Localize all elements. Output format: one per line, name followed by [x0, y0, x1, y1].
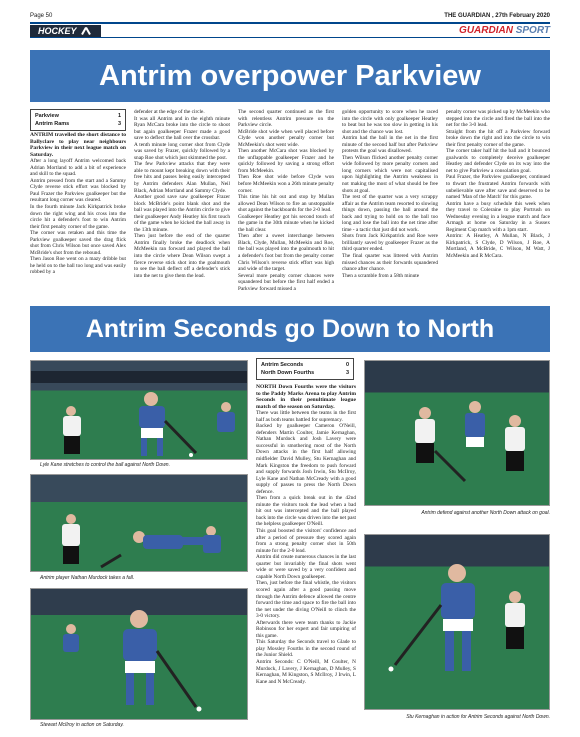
- guardian-sport-logo: GUARDIAN SPORT: [459, 25, 550, 36]
- hockey-players-illustration: [31, 589, 248, 720]
- section-label: HOCKEY: [30, 25, 101, 37]
- score-row: Antrim Rams 3: [35, 121, 121, 127]
- article1-column-4: golden opportunity to score when he raced into the circle with only goalkeeper Heatley to beat but he was too slow in getting in his shot and the chance was lost. Antrim had the ball in the net in the first minute of the second half but after Parkview protests the goal was disallowed. Then Wilson flicked another penalty corner wide followed by more penalty corners and long corners which were not capitalised upon highlighting the Antrim weakness in not making the most of what should be free shots at goal. The rest of the quarter was a very scrappy affair as the Antrim team resorted to slowing things down, passing the ball around the back and trying to hold on to the ball too long and lose the ball into the net time after time - a tactic that just did not work. Shots from Jack Kirkpatrick and Roe were brilliantly saved by goalkeeper Frazer as the third quarter ended. The final quarter was littered with Antrim missed chances as their forwards squandered chance after chance. Then a scramble from a 58th minute: [342, 109, 438, 279]
- caption-photo-1: Lyle Kane stretches to control the ball against North Down.: [40, 462, 170, 468]
- hockey-players-illustration: [31, 475, 248, 572]
- hockey-players-illustration: [31, 361, 248, 460]
- section-band: [30, 22, 550, 38]
- score-row: North Down Fourths 3: [261, 370, 349, 376]
- score-row: Antrim Seconds 0: [261, 362, 349, 368]
- photo-lyle-kane: [30, 360, 248, 460]
- article1-column-1: ANTRIM travelled the short distance to Ballyclare to play near neighbours Parkview in their next league match on Saturday. After a long layoff Antrim welcomed back Adrian Mortland to add a bit of experience and skill to the squad. Antrim pressed from the start and a Sammy Clyde reverse stick effort was blocked by Paul Frazer the Parkview goalkeeper but the resultant long corner was cleared. In the fourth minute Jack Kirkpatrick broke down the right wing and his cross into the circle hit a defender's foot to win Antrim their first penalty corner of the game. The corner was retaken and this time the Parkview goalkeeper saved the drag flick shot from Chris Wilson but once saved Alex McBride's shot from the rebound. Then Jason Roe went on a mazy dribble but he held on to the ball too long and was easily robbed by a: [30, 132, 126, 276]
- hockey-players-illustration: [365, 535, 550, 710]
- score-row: Parkview 1: [35, 113, 121, 119]
- hockey-players-illustration: [365, 361, 550, 506]
- caption-photo-5: Stu Kernaghan in action for Antrim Seconds against North Down.: [406, 714, 550, 720]
- article1-scorebox: [30, 109, 126, 131]
- caption-photo-2: Antrim player Nathan Murdock takes a fall.: [40, 575, 135, 581]
- photo-stu-kernaghan: [364, 534, 550, 710]
- photo-antrim-defend: [364, 360, 550, 506]
- photo-stewart-mcilroy: [30, 588, 248, 720]
- hockey-sticks-icon: [81, 27, 93, 35]
- caption-photo-3: Stewart McIlroy in action on Saturday.: [40, 722, 124, 728]
- photo-nathan-murdock: [30, 474, 248, 572]
- page-header: [30, 10, 550, 22]
- article2-headline: Antrim Seconds go Down to North: [30, 306, 550, 352]
- article1-column-5: penalty corner was picked up by McMeekin who stepped into the circle and fired the ball into the net for the 3-0 lead. Straight from the hit off a Parkview forward broke down the right and into the circle to win their first penalty corner of the game. The corner taker half hit the ball and it bounced goalwards to completely deceive goalkeeper Heatley and defender Clyde on its way into the net to give Parkview a consolation goal. Paul Frazer, the Parkview goalkeeper, continued to thwart the frustrated Antrim forwards with unbelievable save after save and deserved to be named 'Man of the Match' for this game. Antrim have a busy schedule this week when they travel to Coleraine to play Portrush on Wednesday evening in a league match and face Armagh at home on Saturday in a Sussex Regiment Cup match with a 1pm start. Antrim: A Heatley, A Mullan, N Black, J Kirkpatrick, S Clyde, D Wilson, J Roe, A Mortland, A McBride, C Wilson, M Watt, J McMeekin and R McCara.: [446, 109, 550, 260]
- publication-date: THE GUARDIAN , 27th February 2020: [444, 13, 550, 19]
- page-number: Page 50: [30, 13, 53, 19]
- article2-scorebox: [256, 358, 354, 380]
- caption-photo-4: Antrim defend against another North Down attack on goal.: [421, 510, 550, 516]
- article1-column-3: The second quarter continued as the first with relentless Antrim pressure on the Parkview circle. McBride shot wide when well placed before Clyde won another penalty corner but McMeekin's shot went wide. Then another McCara shot was blocked by the unflappable goalkeeper Frazer and he quickly followed by saving a strong effort from McMeekin. Then Roe shot wide before Clyde won before McMeekin won a 26th minute penalty corner. This time his hit out and stop by Mullan allowed Dean Wilson to fire an unstoppable shot against the backboards for the 2-0 lead. Goalkeeper Heatley got his second touch of the game in the 30th minute when he kicked the ball clear. Then after a sweet interchange between Black, Clyde, Mullan, McMeekin and Roe, the ball was played into the goalmouth to hit a defender's foot but from the penalty corner Chris Wilson's reverse stick effort was high and wide of the target. Several more penalty corner chances were squandered but before the first half ended a Parkview forward missed a: [238, 109, 334, 292]
- article2-column: NORTH Down Fourths were the visitors to the Paddy Marks Arena to play Antrim Seconds in their penultimate league match of the season on Saturday. There was little between the teams in the first half as both teams battled for supremacy. Backed by goalkeeper Cameron O'Neill, defenders Martin Coulter, Jamie Kernaghan, Nathan Murdock and Josh Lavery were successful in smothering most of the North Down attacks in the first half allowing midfielder David Mulley, Stu Kernaghan and Mark Kingston the freedom to push forward and supply forwards Josh Irwin, Stu McIlroy, Lyle Kane and Nathan McCready with a good supply of passes to press the North Down defence. Then from a quick break out in the 42nd minute the visitors took the lead when a bad hit out was intercepted and the ball played back into the circle was driven into the net past the helpless goalkeeper O'Neill. This goal boosted the visitors' confidence and after a period of pressure they scored again from a strong penalty corner shot in 50th minute for the 2-0 lead. Antrim did create numerous chances in the last quarter but invariably the final shots went wide or were saved by a very confident and capable North Down goalkeeper. Then, just before the final whistle, the visitors scored again after a good passing move through the Antrim defence allowed the centre forward the time and space to fire the ball into the net under the diving O'Neill to clinch the 3-0 victory. Afterwards there were team thanks to Jackie Robinson for her expert and fair umpiring of this game. This Saturday the Seconds travel to Glade to play Mossley Fourths in the second round of the Junior Shield. Antrim Seconds: C O'Neill, M Coulter, N Murdock, J Lavery, J Kernaghan, D Mulley, S Kernaghan, M Kingston, S McIlroy, J Irwin, L Kane and N McCready.: [256, 384, 356, 685]
- article1-column-2: defender at the edge of the circle. It was all Antrim and in the eighth minute Ryan McCara broke into the circle to shoot but again goalkeeper Frazer made a good save to deflect the ball over the crossbar. A tenth minute long corner shot from Clyde was saved by Frazer, quickly followed by a snap Roe shot which just skimmed the post. The few Parkview attacks that they were able to mount kept breaking down with their free hits and passes being easily intercepted by Antrim defenders Alan Mullan, Neil Black, Adrian Mortland and Sammy Clyde. Another good save saw goalkeeper Frazer block McBride's point blank shot and the ball was played into the Antrim circle to give their goalkeeper Andy Heatley his first touch of the game when he kicked the ball away in the 13th minute. Then just before the end of the quarter Antrim finally broke the deadlock when McMeekin ran forward and played the ball into the circle where Dean Wilson swept a fierce reverse stick shot into the goalmouth to see the ball deflect off a defender's stick into the net to give them the lead.: [134, 109, 230, 279]
- article1-headline: Antrim overpower Parkview: [30, 50, 550, 102]
